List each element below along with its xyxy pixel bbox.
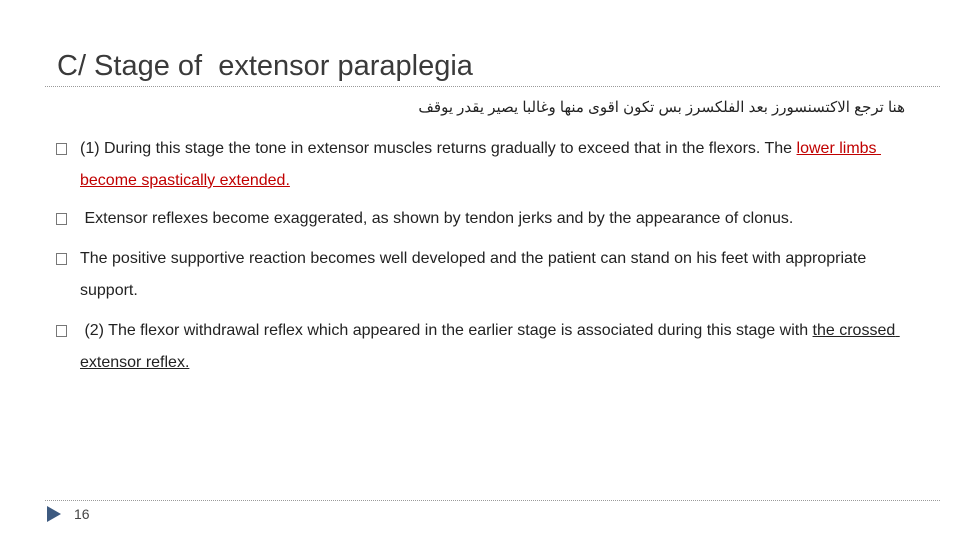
title-divider — [45, 86, 940, 87]
square-bullet-icon — [56, 143, 67, 155]
arabic-subtitle: هنا ترجع الاكتسنسورز بعد الفلكسرز بس تكون اقوى منها وغالبا يصير يقدر يوقف — [418, 99, 905, 116]
bullet-item-1-text: (1) During this stage the tone in extensor muscles returns gradually to exceed that in the flexors. The — [80, 140, 797, 157]
bullet-item-4 — [80, 315, 920, 379]
bullet-item-4-emphasis: the crossed extensor reflex. — [80, 322, 900, 371]
bullet-item-1-emphasis: lower limbs become spastically extended. — [80, 140, 881, 189]
square-bullet-icon — [56, 325, 67, 337]
bullet-item-2 — [80, 203, 920, 235]
page-number: 16 — [74, 506, 90, 522]
square-bullet-icon — [56, 253, 67, 265]
triangle-arrow-icon — [47, 506, 61, 522]
slide-title: C/ Stage of extensor paraplegia — [57, 50, 473, 82]
bullet-item-1 — [80, 133, 920, 197]
bullet-item-3 — [80, 243, 920, 307]
bullet-item-3-text: The positive supportive reaction becomes well developed and the patient can stand on his feet with appropriate support. — [80, 250, 871, 299]
square-bullet-icon — [56, 213, 67, 225]
bullet-item-2-text: Extensor reflexes become exaggerated, as shown by tendon jerks and by the appearance of clonus. — [80, 210, 794, 227]
footer-divider — [45, 500, 940, 501]
bullet-item-4-text: (2) The flexor withdrawal reflex which appeared in the earlier stage is associated during this stage with — [80, 322, 813, 339]
